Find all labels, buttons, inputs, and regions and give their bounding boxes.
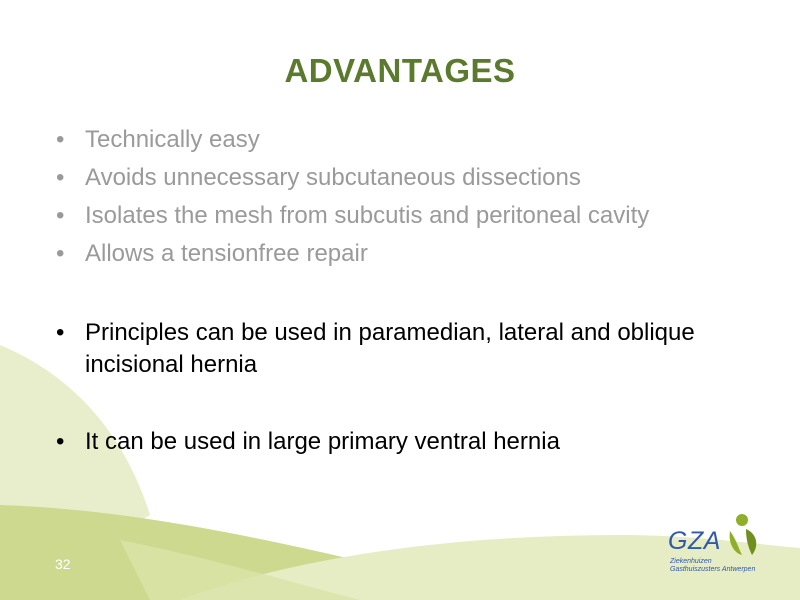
bullet-icon: • <box>56 319 65 346</box>
list-item: • Allows a tensionfree repair <box>56 240 368 267</box>
grey-bullet-list <box>56 125 756 277</box>
bullet-icon: • <box>56 164 65 191</box>
logo-subtitle-1: Ziekenhuizen <box>670 558 712 565</box>
slide-title: ADVANTAGES <box>284 52 516 89</box>
slide-number: 32 <box>55 556 71 572</box>
black-bullet-list <box>56 317 756 457</box>
bullet-icon: • <box>56 240 65 267</box>
logo-figure-icon <box>726 513 762 561</box>
logo-text: GZA <box>668 527 721 555</box>
bullet-icon: • <box>56 428 65 455</box>
gza-logo <box>668 513 768 583</box>
list-item: • Isolates the mesh from subcutis and peritoneal cavity <box>56 202 650 229</box>
list-item: • It can be used in large primary ventral hernia <box>56 428 560 455</box>
logo-subtitle-2: Gasthuiszusters Antwerpen <box>670 566 756 573</box>
list-item: • Technically easy <box>56 126 260 153</box>
bullet-icon: • <box>56 202 65 229</box>
list-item: • Avoids unnecessary subcutaneous dissections <box>56 164 581 191</box>
bullet-icon: • <box>56 126 65 153</box>
list-item: • Principles can be used in paramedian, lateral and oblique incisional hernia <box>56 319 695 378</box>
